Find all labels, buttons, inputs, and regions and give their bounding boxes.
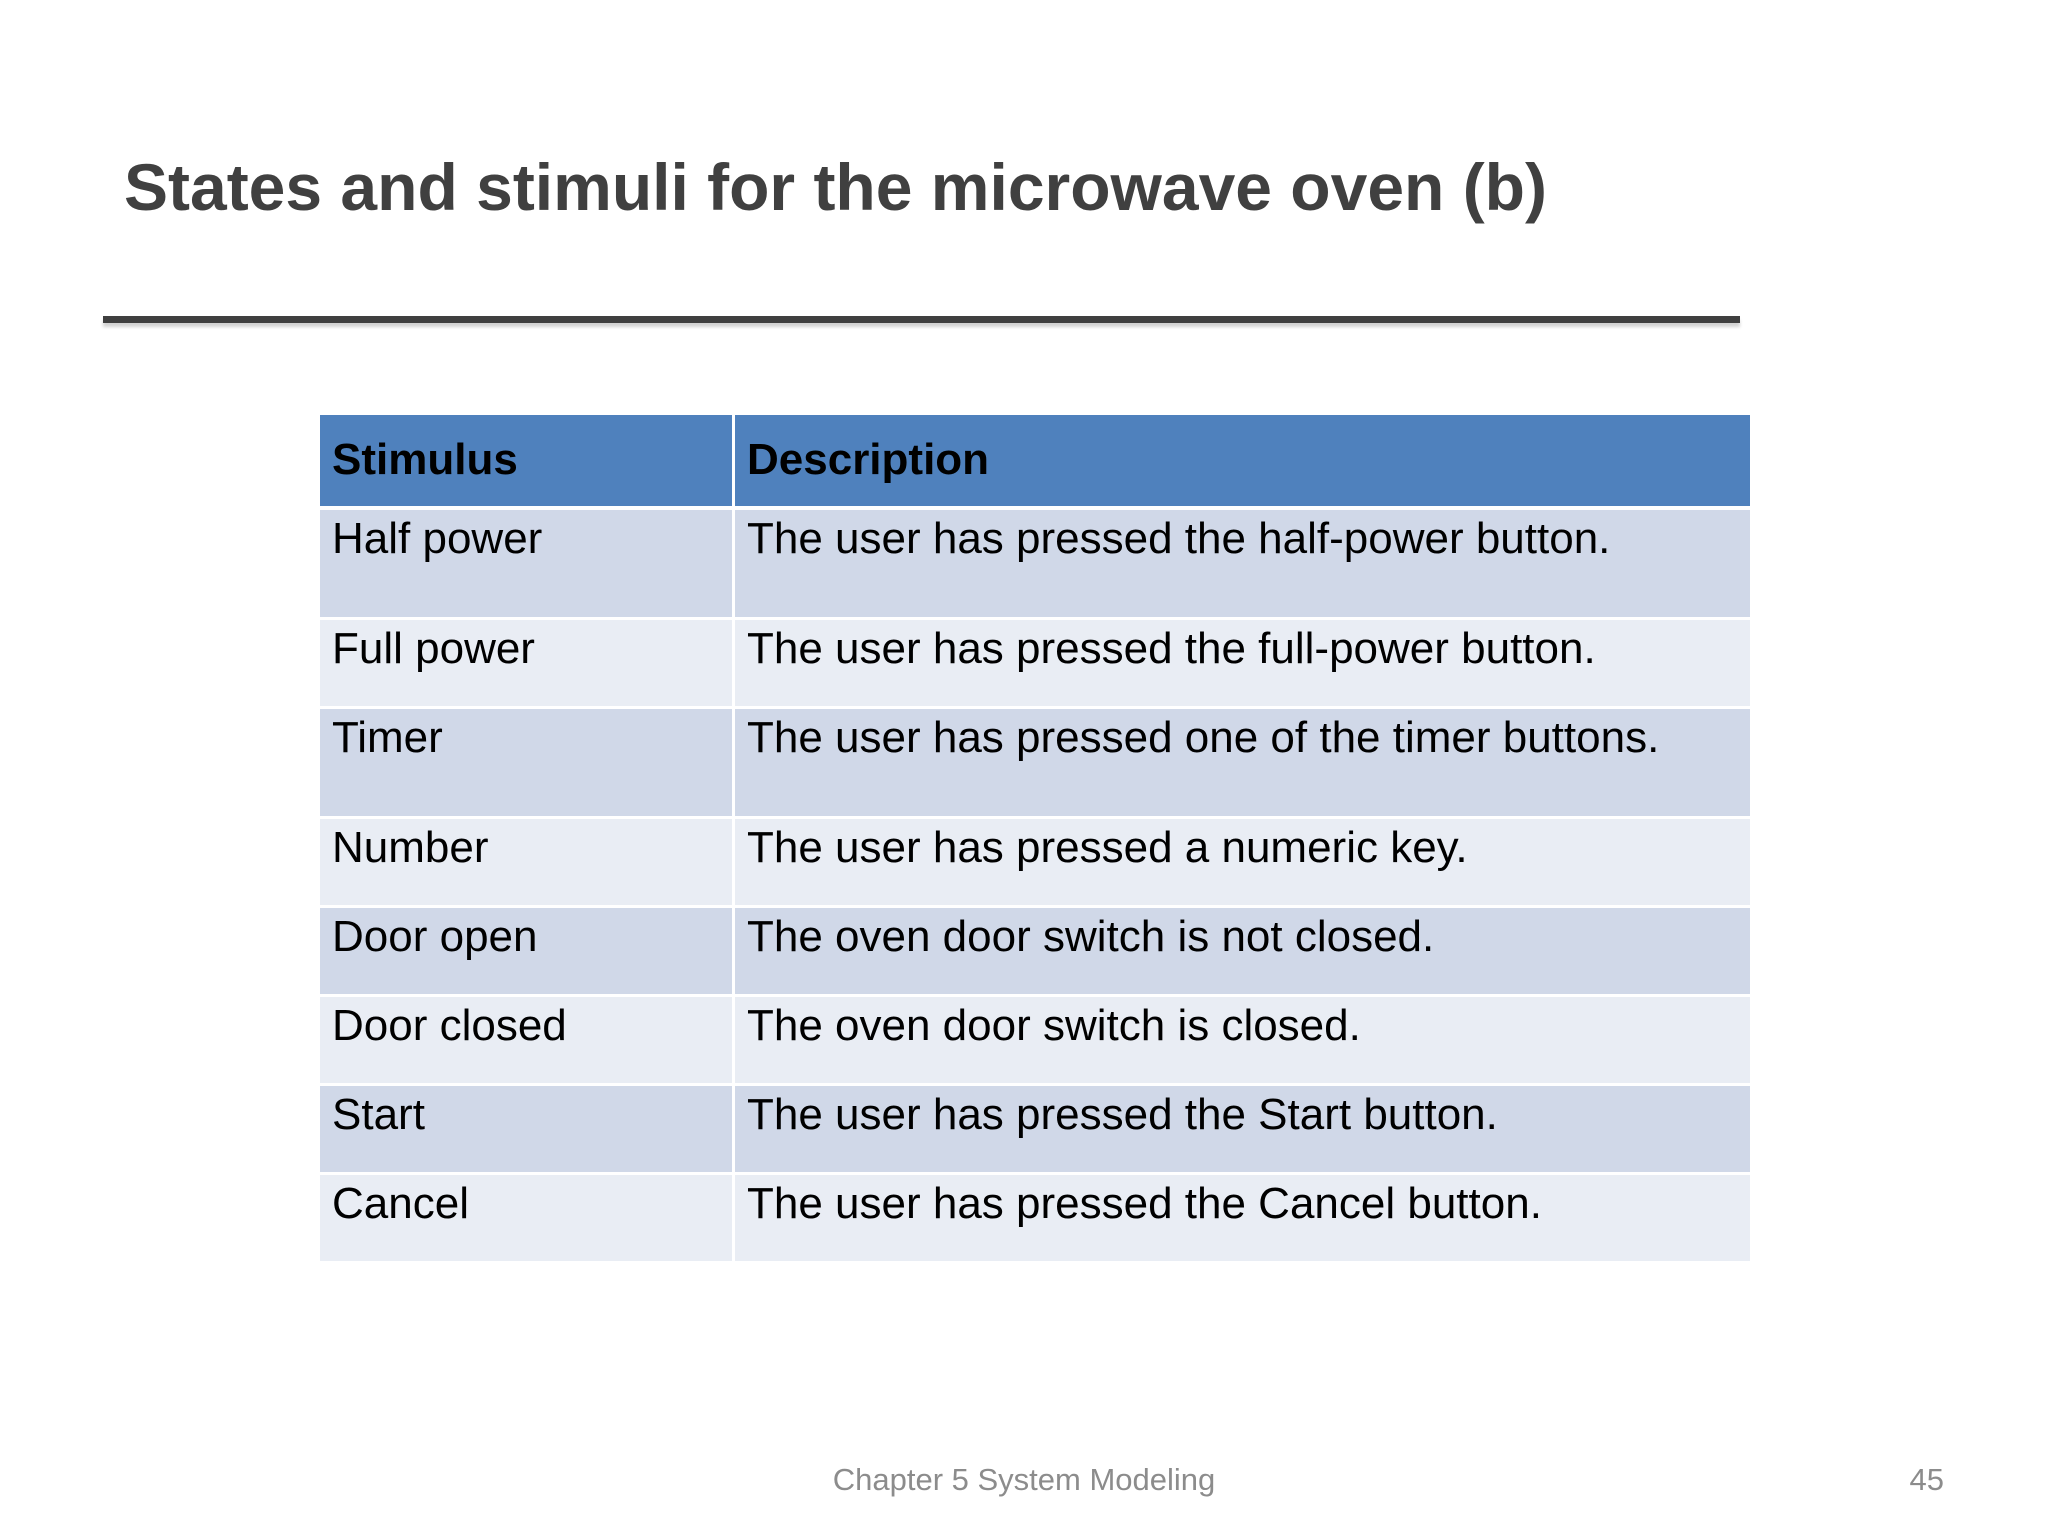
column-header-description: Description: [735, 415, 1750, 510]
description-cell: The user has pressed the Start button.: [735, 1086, 1750, 1175]
description-cell: The user has pressed the half-power button.: [735, 510, 1750, 620]
description-cell: The user has pressed the full-power button.: [735, 620, 1750, 709]
page-number: 45: [1909, 1462, 1944, 1497]
title-divider: [103, 316, 1740, 323]
stimulus-cell: Number: [320, 819, 735, 908]
footer-chapter-label: Chapter 5 System Modeling: [832, 1462, 1216, 1497]
stimulus-cell: Door closed: [320, 997, 735, 1086]
stimuli-table: [320, 415, 1750, 1264]
description-cell: The oven door switch is closed.: [735, 997, 1750, 1086]
column-header-stimulus: Stimulus: [320, 415, 735, 510]
stimulus-cell: Start: [320, 1086, 735, 1175]
table-row: [320, 997, 1750, 1086]
table-header-row: [320, 415, 1750, 510]
table-row: [320, 1086, 1750, 1175]
table-row: [320, 620, 1750, 709]
description-cell: The oven door switch is not closed.: [735, 908, 1750, 997]
stimulus-cell: Timer: [320, 709, 735, 819]
stimulus-cell: Door open: [320, 908, 735, 997]
description-cell: The user has pressed a numeric key.: [735, 819, 1750, 908]
table-row: [320, 819, 1750, 908]
stimulus-cell: Half power: [320, 510, 735, 620]
table-row: [320, 709, 1750, 819]
table-row: [320, 510, 1750, 620]
table-row: [320, 908, 1750, 997]
description-cell: The user has pressed one of the timer buttons.: [735, 709, 1750, 819]
slide-title: States and stimuli for the microwave oven (b): [124, 150, 1547, 224]
description-cell: The user has pressed the Cancel button.: [735, 1175, 1750, 1264]
stimulus-cell: Full power: [320, 620, 735, 709]
table-row: [320, 1175, 1750, 1264]
stimulus-cell: Cancel: [320, 1175, 735, 1264]
